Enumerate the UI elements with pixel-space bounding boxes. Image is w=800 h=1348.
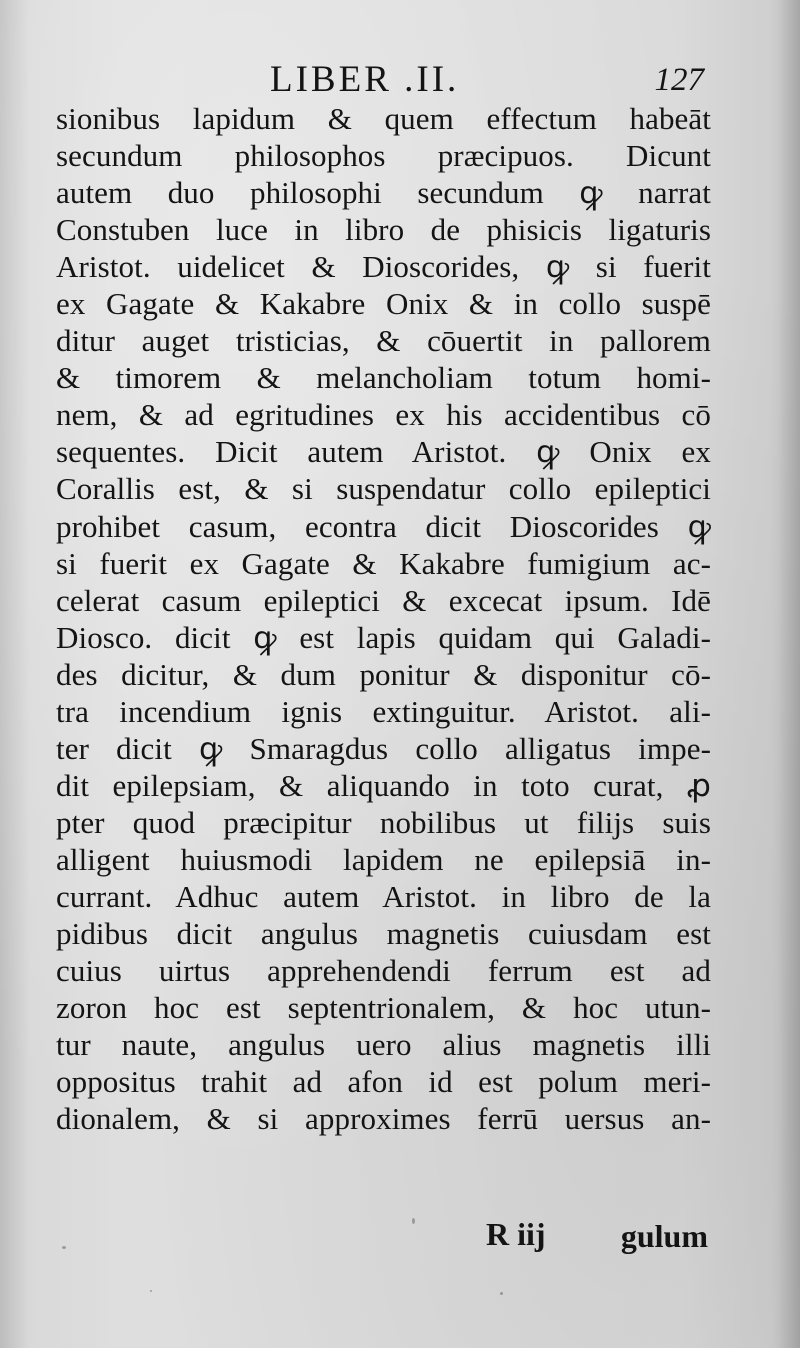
paper-speck bbox=[62, 1246, 66, 1249]
text-line: zoron hoc est septentrionalem, & hoc utun- bbox=[56, 990, 711, 1026]
text-line: pter quod præcipitur nobilibus ut filijs suis bbox=[56, 804, 711, 840]
body-text bbox=[56, 100, 711, 1137]
text-line: autem duo philosophi secundum ꝙ narrat bbox=[56, 175, 711, 211]
text-line: tur naute, angulus uero alius magnetis illi bbox=[56, 1027, 711, 1063]
paper-speck bbox=[150, 1290, 152, 1292]
text-line: ter dicit ꝙ Smaragdus collo alligatus impe- bbox=[56, 730, 711, 766]
catchword: gulum bbox=[620, 1218, 708, 1254]
text-line: cuius uirtus apprehendendi ferrum est ad bbox=[56, 953, 711, 989]
paper-speck bbox=[412, 1218, 415, 1224]
page-header bbox=[0, 58, 800, 102]
page-number: 127 bbox=[654, 62, 704, 98]
text-line: Constuben luce in libro de phisicis ligaturis bbox=[56, 212, 711, 248]
text-line: prohibet casum, econtra dicit Dioscorides ꝙ bbox=[56, 508, 711, 544]
text-line: & timorem & melancholiam totum homi- bbox=[56, 360, 711, 396]
text-line: Aristot. uidelicet & Dioscorides, ꝙ si fuerit bbox=[56, 249, 711, 285]
text-line: tra incendium ignis extinguitur. Aristot. ali- bbox=[56, 693, 711, 729]
page-edge-shadow bbox=[778, 0, 800, 1348]
text-line: Diosco. dicit ꝙ est lapis quidam qui Galadi- bbox=[56, 619, 711, 655]
page-footer bbox=[0, 1212, 800, 1256]
text-line: nem, & ad egritudines ex his accidentibus cō bbox=[56, 397, 711, 433]
text-line: des dicitur, & dum ponitur & disponitur cō- bbox=[56, 656, 711, 692]
text-line: secundum philosophos præcipuos. Dicunt bbox=[56, 138, 711, 174]
paper-speck bbox=[500, 1292, 503, 1295]
text-line: Corallis est, & si suspendatur collo epileptici bbox=[56, 471, 711, 507]
text-line: sequentes. Dicit autem Aristot. ꝙ Onix ex bbox=[56, 434, 711, 470]
text-line: dionalem, & si approximes ferrū uersus an- bbox=[56, 1101, 711, 1137]
running-head: LIBER .II. bbox=[270, 59, 460, 100]
text-line: pidibus dicit angulus magnetis cuiusdam est bbox=[56, 916, 711, 952]
text-line: alligent huiusmodi lapidem ne epilepsiā in- bbox=[56, 841, 711, 877]
text-line: si fuerit ex Gagate & Kakabre fumigium ac- bbox=[56, 545, 711, 581]
text-line: celerat casum epileptici & excecat ipsum. Idē bbox=[56, 582, 711, 618]
text-line: oppositus trahit ad afon id est polum meri- bbox=[56, 1064, 711, 1100]
signature-mark: R iij bbox=[486, 1216, 546, 1252]
text-line: ex Gagate & Kakabre Onix & in collo suspē bbox=[56, 286, 711, 322]
text-line: ditur auget tristicias, & cōuertit in pallorem bbox=[56, 323, 711, 359]
text-line: sionibus lapidum & quem effectum habeāt bbox=[56, 101, 711, 136]
text-line: dit epilepsiam, & aliquando in toto curat, ꝓ bbox=[56, 767, 711, 803]
text-line: currant. Adhuc autem Aristot. in libro de la bbox=[56, 878, 711, 914]
